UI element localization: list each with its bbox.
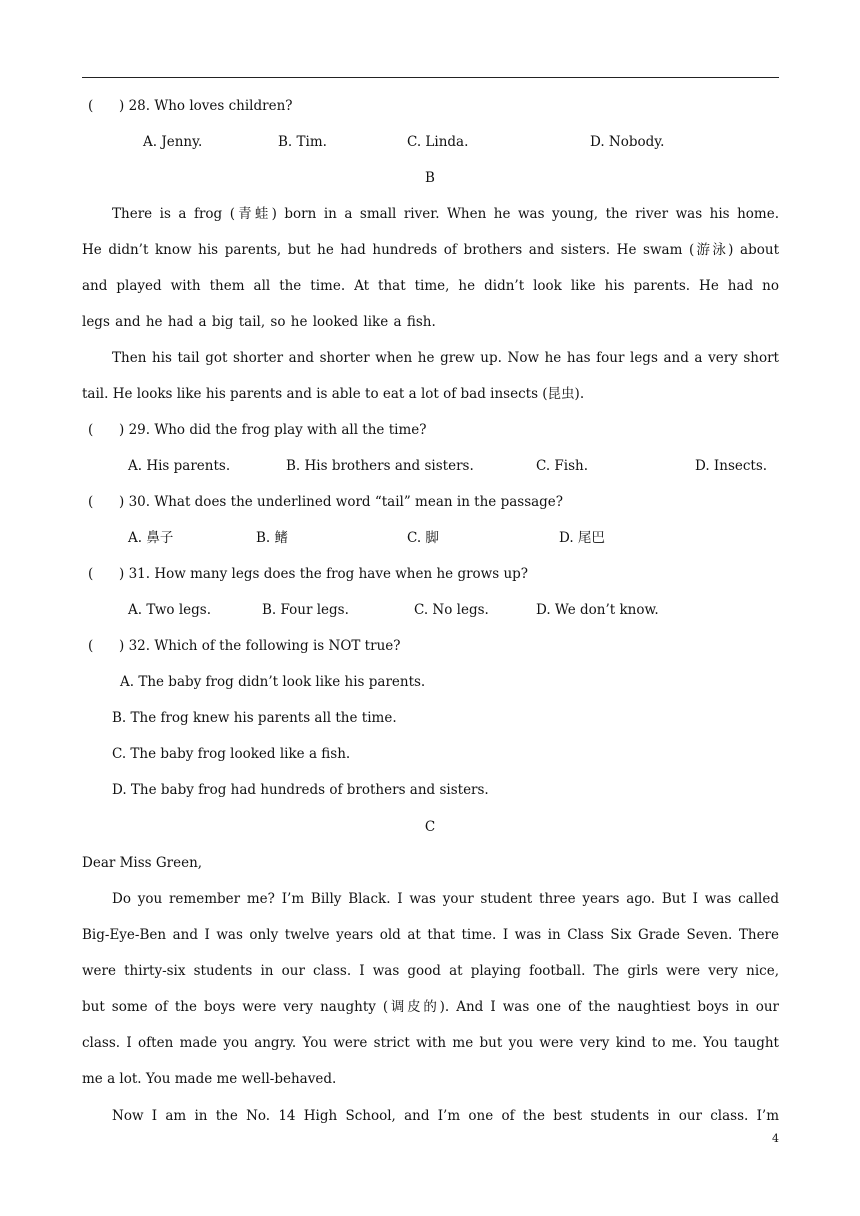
letter-line: me a lot. You made me well-behaved.	[82, 1071, 337, 1087]
option-d: D. We don’t know.	[536, 602, 659, 618]
question-32: ( ) 32. Which of the following is NOT true?	[88, 638, 401, 654]
section-b-heading: B	[425, 170, 435, 186]
option-c: C. The baby frog looked like a fish.	[112, 746, 351, 762]
passage-b-line: and played with them all the time. At that time, he didn’t look like his parents. He had no	[82, 278, 779, 294]
question-29-options	[0, 457, 860, 475]
header-rule	[82, 77, 779, 78]
page-number: 4	[772, 1132, 779, 1145]
question-30-options	[0, 529, 860, 547]
letter-line: were thirty-six students in our class. I was good at playing football. The girls were very nice,	[82, 963, 779, 979]
question-31-options	[0, 601, 860, 619]
question-28: ( ) 28. Who loves children?	[88, 98, 293, 114]
option-d: D. Nobody.	[590, 134, 665, 150]
option-c: C. Fish.	[536, 458, 589, 474]
option-a: A. 鼻子	[128, 530, 174, 546]
passage-b-line: There is a frog (青蛙) born in a small river. When he was young, the river was his home.	[112, 206, 779, 222]
option-d: D. Insects.	[695, 458, 768, 474]
option-b: B. The frog knew his parents all the time.	[112, 710, 397, 726]
option-a: A. His parents.	[128, 458, 231, 474]
letter-line: Do you remember me? I’m Billy Black. I was your student three years ago. But I was called	[112, 891, 779, 907]
passage-b-line: legs and he had a big tail, so he looked like a fish.	[82, 314, 436, 330]
option-a: A. Two legs.	[128, 602, 211, 618]
option-a: A. The baby frog didn’t look like his parents.	[120, 674, 426, 690]
option-c: C. Linda.	[407, 134, 469, 150]
option-a: A. Jenny.	[143, 134, 203, 150]
passage-b-line: He didn’t know his parents, but he had hundreds of brothers and sisters. He swam (游泳) about	[82, 242, 779, 258]
question-28-options	[0, 133, 860, 151]
question-31: ( ) 31. How many legs does the frog have when he grows up?	[88, 566, 529, 582]
question-30: ( ) 30. What does the underlined word “tail” mean in the passage?	[88, 494, 564, 510]
option-b: B. Tim.	[278, 134, 327, 150]
option-b: B. His brothers and sisters.	[286, 458, 474, 474]
passage-b-line: tail. He looks like his parents and is able to eat a lot of bad insects (昆虫).	[82, 386, 585, 402]
option-b: B. 鳍	[256, 530, 289, 546]
letter-line: Big-Eye-Ben and I was only twelve years old at that time. I was in Class Six Grade Seven. There	[82, 927, 779, 943]
letter-line: Now I am in the No. 14 High School, and I’m one of the best students in our class. I’m	[112, 1108, 779, 1124]
question-29: ( ) 29. Who did the frog play with all the time?	[88, 422, 427, 438]
passage-b-line: Then his tail got shorter and shorter when he grew up. Now he has four legs and a very short	[112, 350, 779, 366]
letter-line: but some of the boys were very naughty (调皮的). And I was one of the naughtiest boys in our	[82, 999, 779, 1015]
option-d: D. 尾巴	[559, 530, 605, 546]
option-c: C. 脚	[407, 530, 439, 546]
option-c: C. No legs.	[414, 602, 489, 618]
option-b: B. Four legs.	[262, 602, 349, 618]
option-d: D. The baby frog had hundreds of brothers and sisters.	[112, 782, 489, 798]
letter-salutation: Dear Miss Green,	[82, 855, 203, 871]
section-c-heading: C	[424, 819, 436, 835]
letter-line: class. I often made you angry. You were strict with me but you were very kind to me. You taught	[82, 1035, 779, 1051]
